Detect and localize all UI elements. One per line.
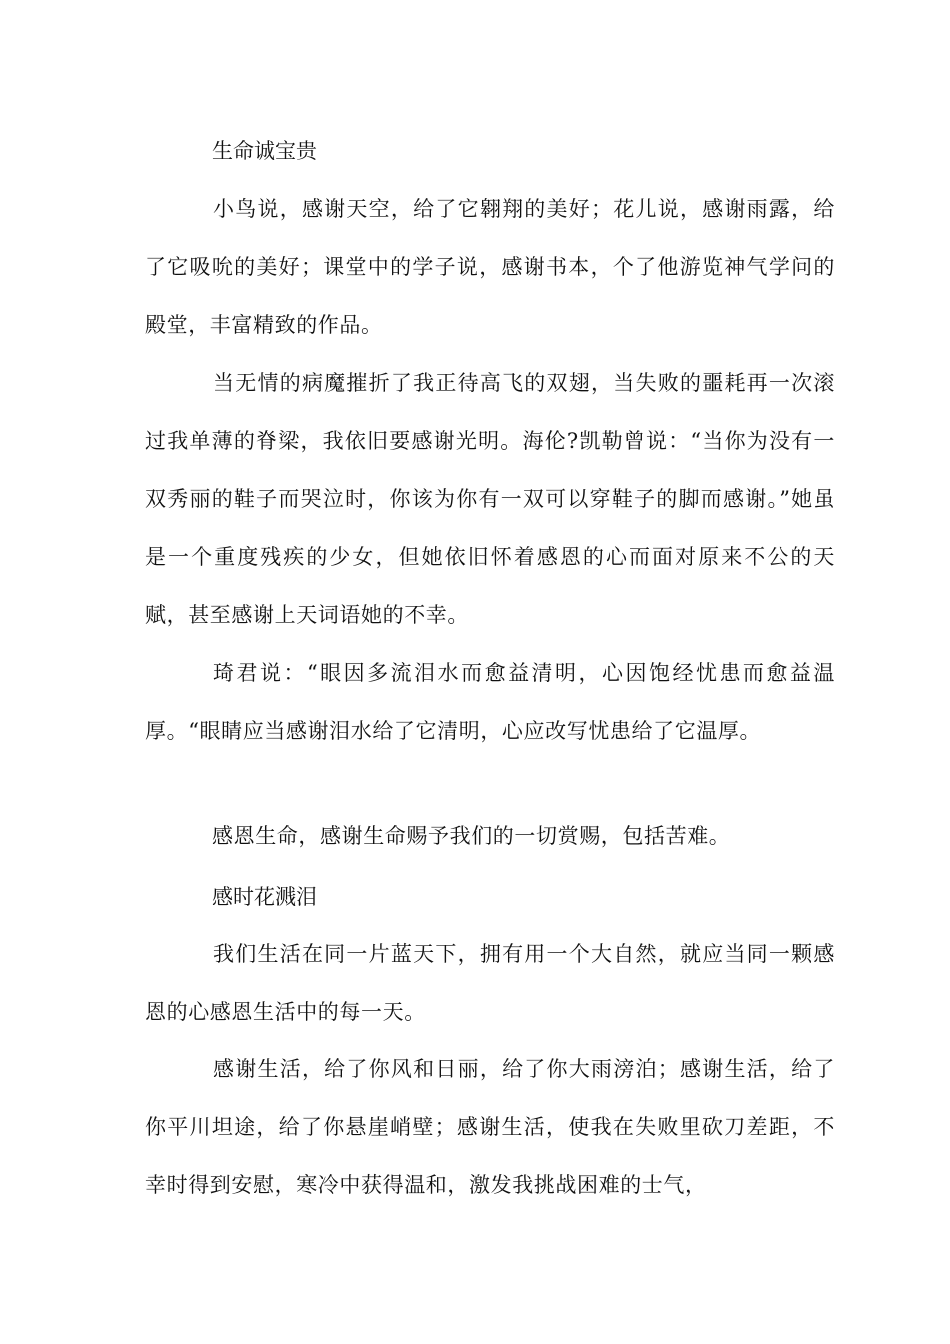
paragraph-helen-keller: 当无情的病魔摧折了我正待高飞的双翅，当失败的噩耗再一次滚过我单薄的脊梁，我依旧要感谢光明。海伦?凯勒曾说：“当你为没有一双秀丽的鞋子而哭泣时，你该为你有一双可以穿鞋子的脚而感谢。”她虽是一个重度残疾的少女，但她依旧怀着感恩的心而面对原来不公的天赋，甚至感谢上天词语她的不幸。 <box>145 371 835 627</box>
section-title-life-precious: 生命诚宝贵 <box>212 139 317 163</box>
paragraph-thank-life: 感谢生活，给了你风和日丽，给了你大雨滂泊；感谢生活，给了你平川坦途，给了你悬崖峭壁；感谢生活，使我在失败里砍刀差距，不幸时得到安慰，寒冷中获得温和，激发我挑战困难的士气， <box>145 1057 835 1197</box>
paragraph-gratitude-life: 感恩生命，感谢生命赐予我们的一切赏赐，包括苦难。 <box>212 824 731 848</box>
section-title-flowers-tears: 感时花溅泪 <box>212 885 317 909</box>
paragraph-qijun: 琦君说：“眼因多流泪水而愈益清明，心因饱经忧患而愈益温厚。“眼睛应当感谢泪水给了它清明，心应改写忧患给了它温厚。 <box>145 661 835 743</box>
paragraph-birds-flowers: 小鸟说，感谢天空，给了它翱翔的美好；花儿说，感谢雨露，给了它吸吮的美好；课堂中的学子说，感谢书本，个了他游览神气学问的殿堂，丰富精致的作品。 <box>145 197 835 337</box>
paragraph-blue-sky: 我们生活在同一片蓝天下，拥有用一个大自然，就应当同一颗感恩的心感恩生活中的每一天。 <box>145 942 835 1024</box>
